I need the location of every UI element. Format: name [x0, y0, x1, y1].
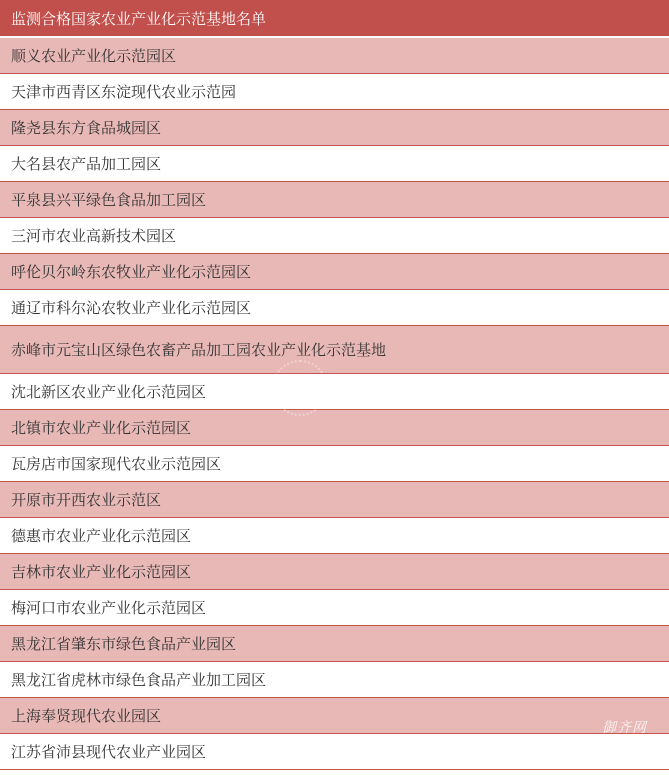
table-row: 赤峰市元宝山区绿色农畜产品加工园农业产业化示范基地 [0, 326, 669, 374]
table-header: 监测合格国家农业产业化示范基地名单 [0, 0, 669, 38]
table-row: 平泉县兴平绿色食品加工园区 [0, 182, 669, 218]
table-row: 黑龙江省虎林市绿色食品产业加工园区 [0, 662, 669, 698]
watermark-circle [272, 360, 328, 416]
table-row: 开原市开西农业示范区 [0, 482, 669, 518]
watermark-logo: 御齐网 [602, 720, 647, 736]
table-row: 上海奉贤现代农业园区 [0, 698, 669, 734]
table-row: 隆尧县东方食品城园区 [0, 110, 669, 146]
table-row: 梅河口市农业产业化示范园区 [0, 590, 669, 626]
table-row: 吉林市农业产业化示范园区 [0, 554, 669, 590]
table-row: 顺义农业产业化示范园区 [0, 38, 669, 74]
table-row: 瓦房店市国家现代农业示范园区 [0, 446, 669, 482]
table-row: 沈北新区农业产业化示范园区 [0, 374, 669, 410]
table-row: 黑龙江省肇东市绿色食品产业园区 [0, 626, 669, 662]
table-row: 通辽市科尔沁农牧业产业化示范园区 [0, 290, 669, 326]
table-row: 三河市农业高新技术园区 [0, 218, 669, 254]
table-row: 北镇市农业产业化示范园区 [0, 410, 669, 446]
table-row: 江苏省沛县现代农业产业园区 [0, 734, 669, 770]
table-row: 呼伦贝尔岭东农牧业产业化示范园区 [0, 254, 669, 290]
table-row: 德惠市农业产业化示范园区 [0, 518, 669, 554]
table-row: 大名县农产品加工园区 [0, 146, 669, 182]
table-row: 天津市西青区东淀现代农业示范园 [0, 74, 669, 110]
